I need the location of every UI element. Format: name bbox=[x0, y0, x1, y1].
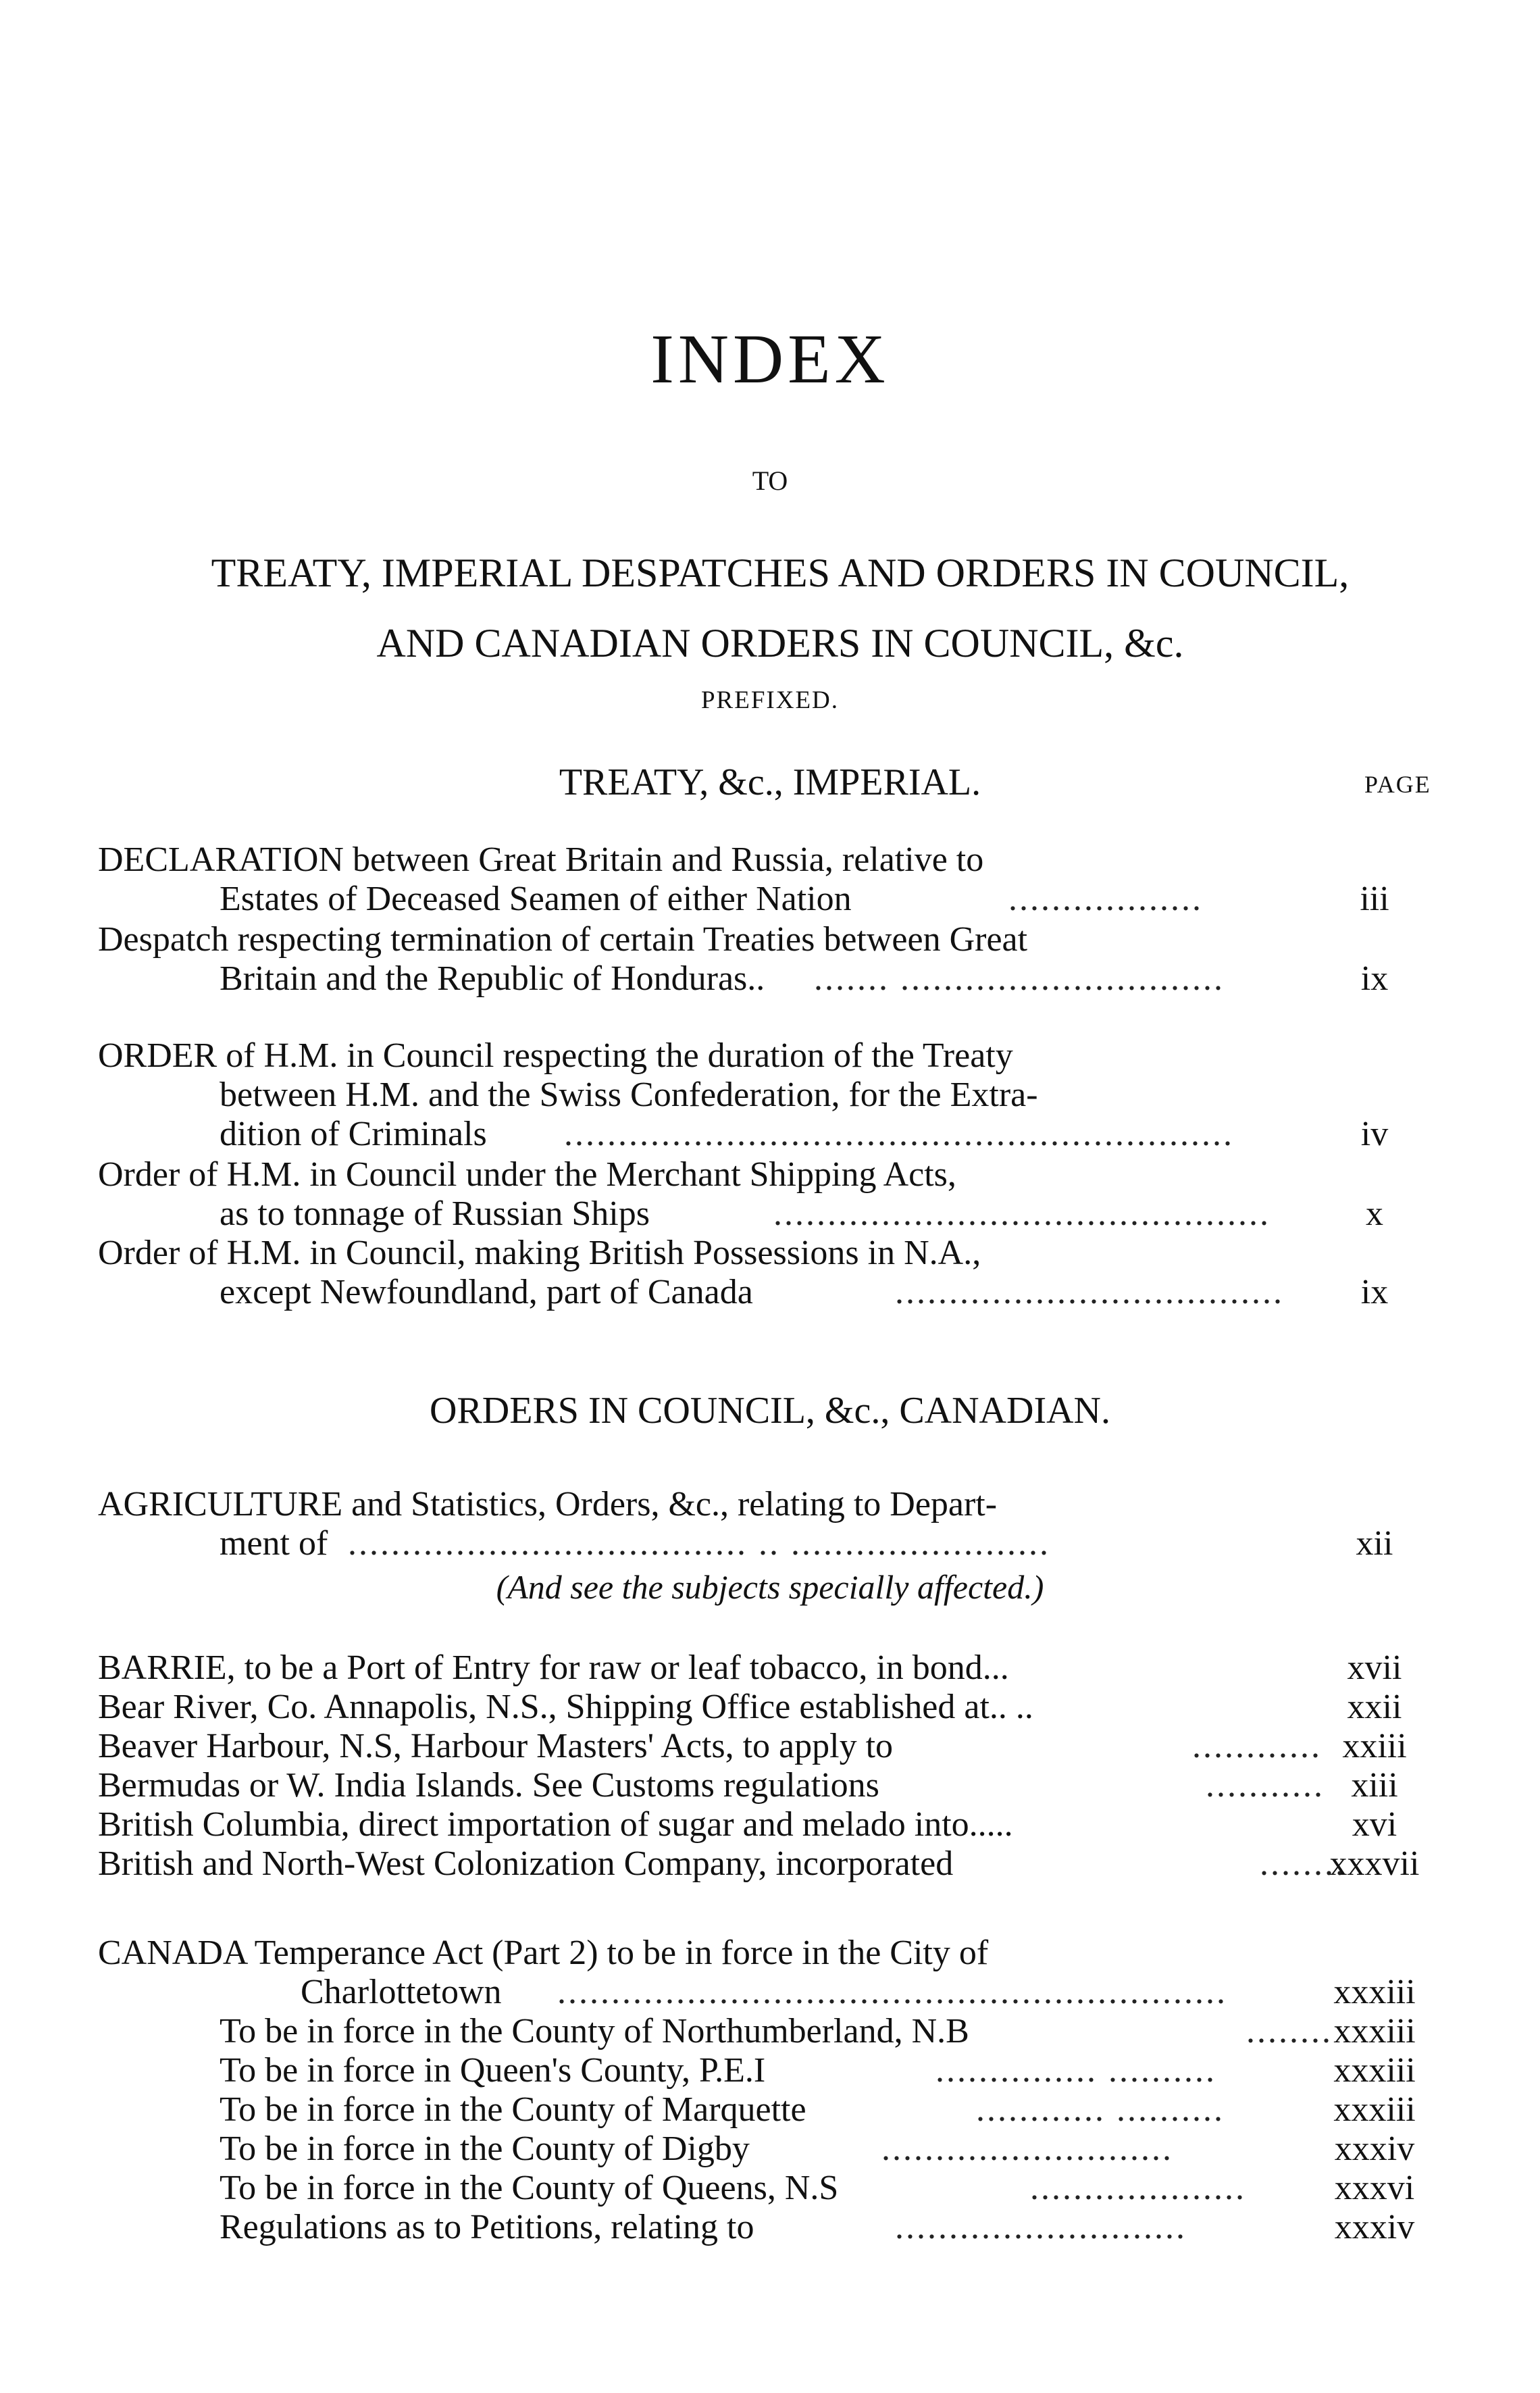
entry-text: Estates of Deceased Seamen of either Nation bbox=[220, 880, 852, 918]
entry-line bbox=[98, 1155, 1462, 1194]
entry-text: British and North-West Colonization Company, incorporated bbox=[98, 1844, 954, 1883]
leader-dots: ............... .......... bbox=[935, 2051, 1216, 2090]
entry-line bbox=[98, 880, 1462, 919]
c-sub-entries bbox=[98, 2012, 1462, 2247]
leader-dots: ....... .............................. bbox=[814, 959, 1225, 998]
leader-dots: .............................................................. bbox=[557, 1973, 1227, 2011]
page-number: xxxiv bbox=[1334, 2130, 1415, 2168]
entry-line bbox=[98, 1485, 1462, 1524]
entry-line bbox=[98, 2051, 1462, 2090]
section-heading-canadian: ORDERS IN COUNCIL, &c., CANADIAN. bbox=[430, 1390, 1110, 1432]
entry-text: Regulations as to Petitions, relating to bbox=[220, 2208, 754, 2246]
index-to: TO bbox=[752, 465, 788, 496]
entry-text: ORDER of H.M. in Council respecting the duration of the Treaty bbox=[98, 1036, 1013, 1075]
page-number: xxxiii bbox=[1333, 2012, 1416, 2050]
page-number: iii bbox=[1360, 880, 1389, 918]
entry-line bbox=[98, 1036, 1462, 1076]
entry-line bbox=[98, 1648, 1462, 1688]
leader-dots: .................................... bbox=[895, 1273, 1284, 1311]
leader-dots: .............................................................. bbox=[564, 1115, 1234, 1153]
entry-text: dition of Criminals bbox=[220, 1115, 487, 1153]
entry-line bbox=[98, 1194, 1462, 1234]
leader-dots: ............ bbox=[1192, 1727, 1322, 1765]
page-number: iv bbox=[1360, 1115, 1389, 1153]
agriculture-note: (And see the subjects specially affected.) bbox=[496, 1568, 1044, 1606]
page-number: xxii bbox=[1347, 1688, 1402, 1726]
page-number: xvi bbox=[1352, 1805, 1397, 1844]
leader-dots: .............................................. bbox=[773, 1194, 1270, 1233]
page-number: ix bbox=[1360, 1273, 1389, 1311]
entry-line bbox=[98, 2090, 1462, 2130]
entry-line bbox=[98, 1805, 1462, 1844]
entry-line bbox=[98, 2208, 1462, 2247]
entry-line bbox=[98, 959, 1462, 999]
entry-canada bbox=[98, 1934, 1462, 2012]
entry-text: Order of H.M. in Council, making British Possessions in N.A., bbox=[98, 1234, 981, 1272]
entry-text: BARRIE, to be a Port of Entry for raw or leaf tobacco, in bond... bbox=[98, 1648, 1009, 1687]
page-number: xxxiii bbox=[1333, 2051, 1416, 2090]
entry-text: To be in force in the County of Queens, N.S bbox=[220, 2169, 839, 2207]
entry-line bbox=[98, 2130, 1462, 2169]
entry-line bbox=[98, 1273, 1462, 1312]
entry-text: Britain and the Republic of Honduras.. bbox=[220, 959, 765, 998]
entry-line bbox=[98, 1688, 1462, 1727]
leader-dots: .................. bbox=[1008, 880, 1203, 918]
entry-line bbox=[98, 1727, 1462, 1766]
page-number: ix bbox=[1360, 959, 1389, 998]
entry-line bbox=[98, 1934, 1462, 1973]
entry-text: To be in force in the County of Marquette bbox=[220, 2090, 806, 2129]
page-column-label: PAGE bbox=[1364, 771, 1431, 798]
entry-line bbox=[98, 2012, 1462, 2051]
leader-dots: ........ bbox=[1260, 1844, 1346, 1883]
entry-agriculture bbox=[98, 1485, 1462, 1563]
leader-dots: ............ .......... bbox=[976, 2090, 1225, 2129]
entry-order-shipping bbox=[98, 1155, 1462, 1234]
prefixed-label: PREFIXED. bbox=[700, 686, 840, 714]
page-number: xxiii bbox=[1342, 1727, 1407, 1765]
page-number: x bbox=[1366, 1194, 1383, 1233]
entry-order-swiss bbox=[98, 1036, 1462, 1154]
leader-dots: ..................................... .. ........................ bbox=[348, 1524, 1050, 1563]
entry-text: Bermudas or W. India Islands. See Customs regulations bbox=[98, 1766, 879, 1805]
entry-text: British Columbia, direct importation of sugar and melado into..... bbox=[98, 1805, 1013, 1844]
index-title: INDEX bbox=[650, 320, 890, 398]
page-number: xvii bbox=[1347, 1648, 1402, 1687]
heading-line-2: AND CANADIAN ORDERS IN COUNCIL, &c. bbox=[376, 621, 1184, 665]
leader-dots: ........................... bbox=[881, 2130, 1173, 2168]
entry-text: Despatch respecting termination of certain Treaties between Great bbox=[98, 920, 1028, 959]
page-number: xxxvi bbox=[1334, 2169, 1415, 2207]
page-number: xxxiv bbox=[1334, 2208, 1415, 2246]
entry-line bbox=[98, 1115, 1462, 1154]
leader-dots: ........... bbox=[1206, 1766, 1325, 1805]
entry-text: CANADA Temperance Act (Part 2) to be in force in the City of bbox=[98, 1934, 989, 1972]
entry-text: DECLARATION between Great Britain and Russia, relative to bbox=[98, 840, 984, 879]
page-number: xxxiii bbox=[1333, 2090, 1416, 2129]
page-number: xiii bbox=[1351, 1766, 1398, 1805]
entry-text: Charlottetown bbox=[301, 1973, 502, 2011]
entry-line bbox=[98, 920, 1462, 959]
page-number: xxxiii bbox=[1333, 1973, 1416, 2011]
entry-line bbox=[98, 1234, 1462, 1273]
entry-line bbox=[98, 1973, 1462, 2012]
entry-text: Order of H.M. in Council under the Merchant Shipping Acts, bbox=[98, 1155, 956, 1194]
entry-text: as to tonnage of Russian Ships bbox=[220, 1194, 650, 1233]
entry-text: Beaver Harbour, N.S, Harbour Masters' Acts, to apply to bbox=[98, 1727, 894, 1765]
section-heading-imperial: TREATY, &c., IMPERIAL. bbox=[559, 761, 981, 803]
entry-text: AGRICULTURE and Statistics, Orders, &c., relating to Depart- bbox=[98, 1485, 998, 1523]
entry-line bbox=[98, 1844, 1462, 1884]
entry-text: except Newfoundland, part of Canada bbox=[220, 1273, 753, 1311]
entry-order-possessions bbox=[98, 1234, 1462, 1312]
heading-line-1: TREATY, IMPERIAL DESPATCHES AND ORDERS IN COUNCIL, bbox=[211, 551, 1350, 595]
page-number: xxxvii bbox=[1329, 1844, 1420, 1883]
entry-declaration bbox=[98, 840, 1462, 919]
entry-line bbox=[98, 1076, 1462, 1115]
entry-line bbox=[98, 840, 1462, 880]
entry-line bbox=[98, 1524, 1462, 1563]
entry-line bbox=[98, 1766, 1462, 1805]
entry-text: To be in force in the County of Northumberland, N.B bbox=[220, 2012, 969, 2050]
entry-line bbox=[98, 2169, 1462, 2208]
leader-dots: .................... bbox=[1030, 2169, 1246, 2207]
leader-dots: ........ bbox=[1246, 2012, 1333, 2050]
entry-text: ment of bbox=[220, 1524, 328, 1563]
b-entries bbox=[98, 1648, 1462, 1884]
page-number: xii bbox=[1356, 1524, 1393, 1563]
entry-text: between H.M. and the Swiss Confederation, for the Extra- bbox=[220, 1076, 1038, 1114]
leader-dots: ........................... bbox=[895, 2208, 1187, 2246]
entry-despatch-honduras bbox=[98, 920, 1462, 999]
entry-text: Bear River, Co. Annapolis, N.S., Shipping Office established at.. .. bbox=[98, 1688, 1033, 1726]
entry-text: To be in force in the County of Digby bbox=[220, 2130, 750, 2168]
entry-text: To be in force in Queen's County, P.E.I bbox=[220, 2051, 766, 2090]
